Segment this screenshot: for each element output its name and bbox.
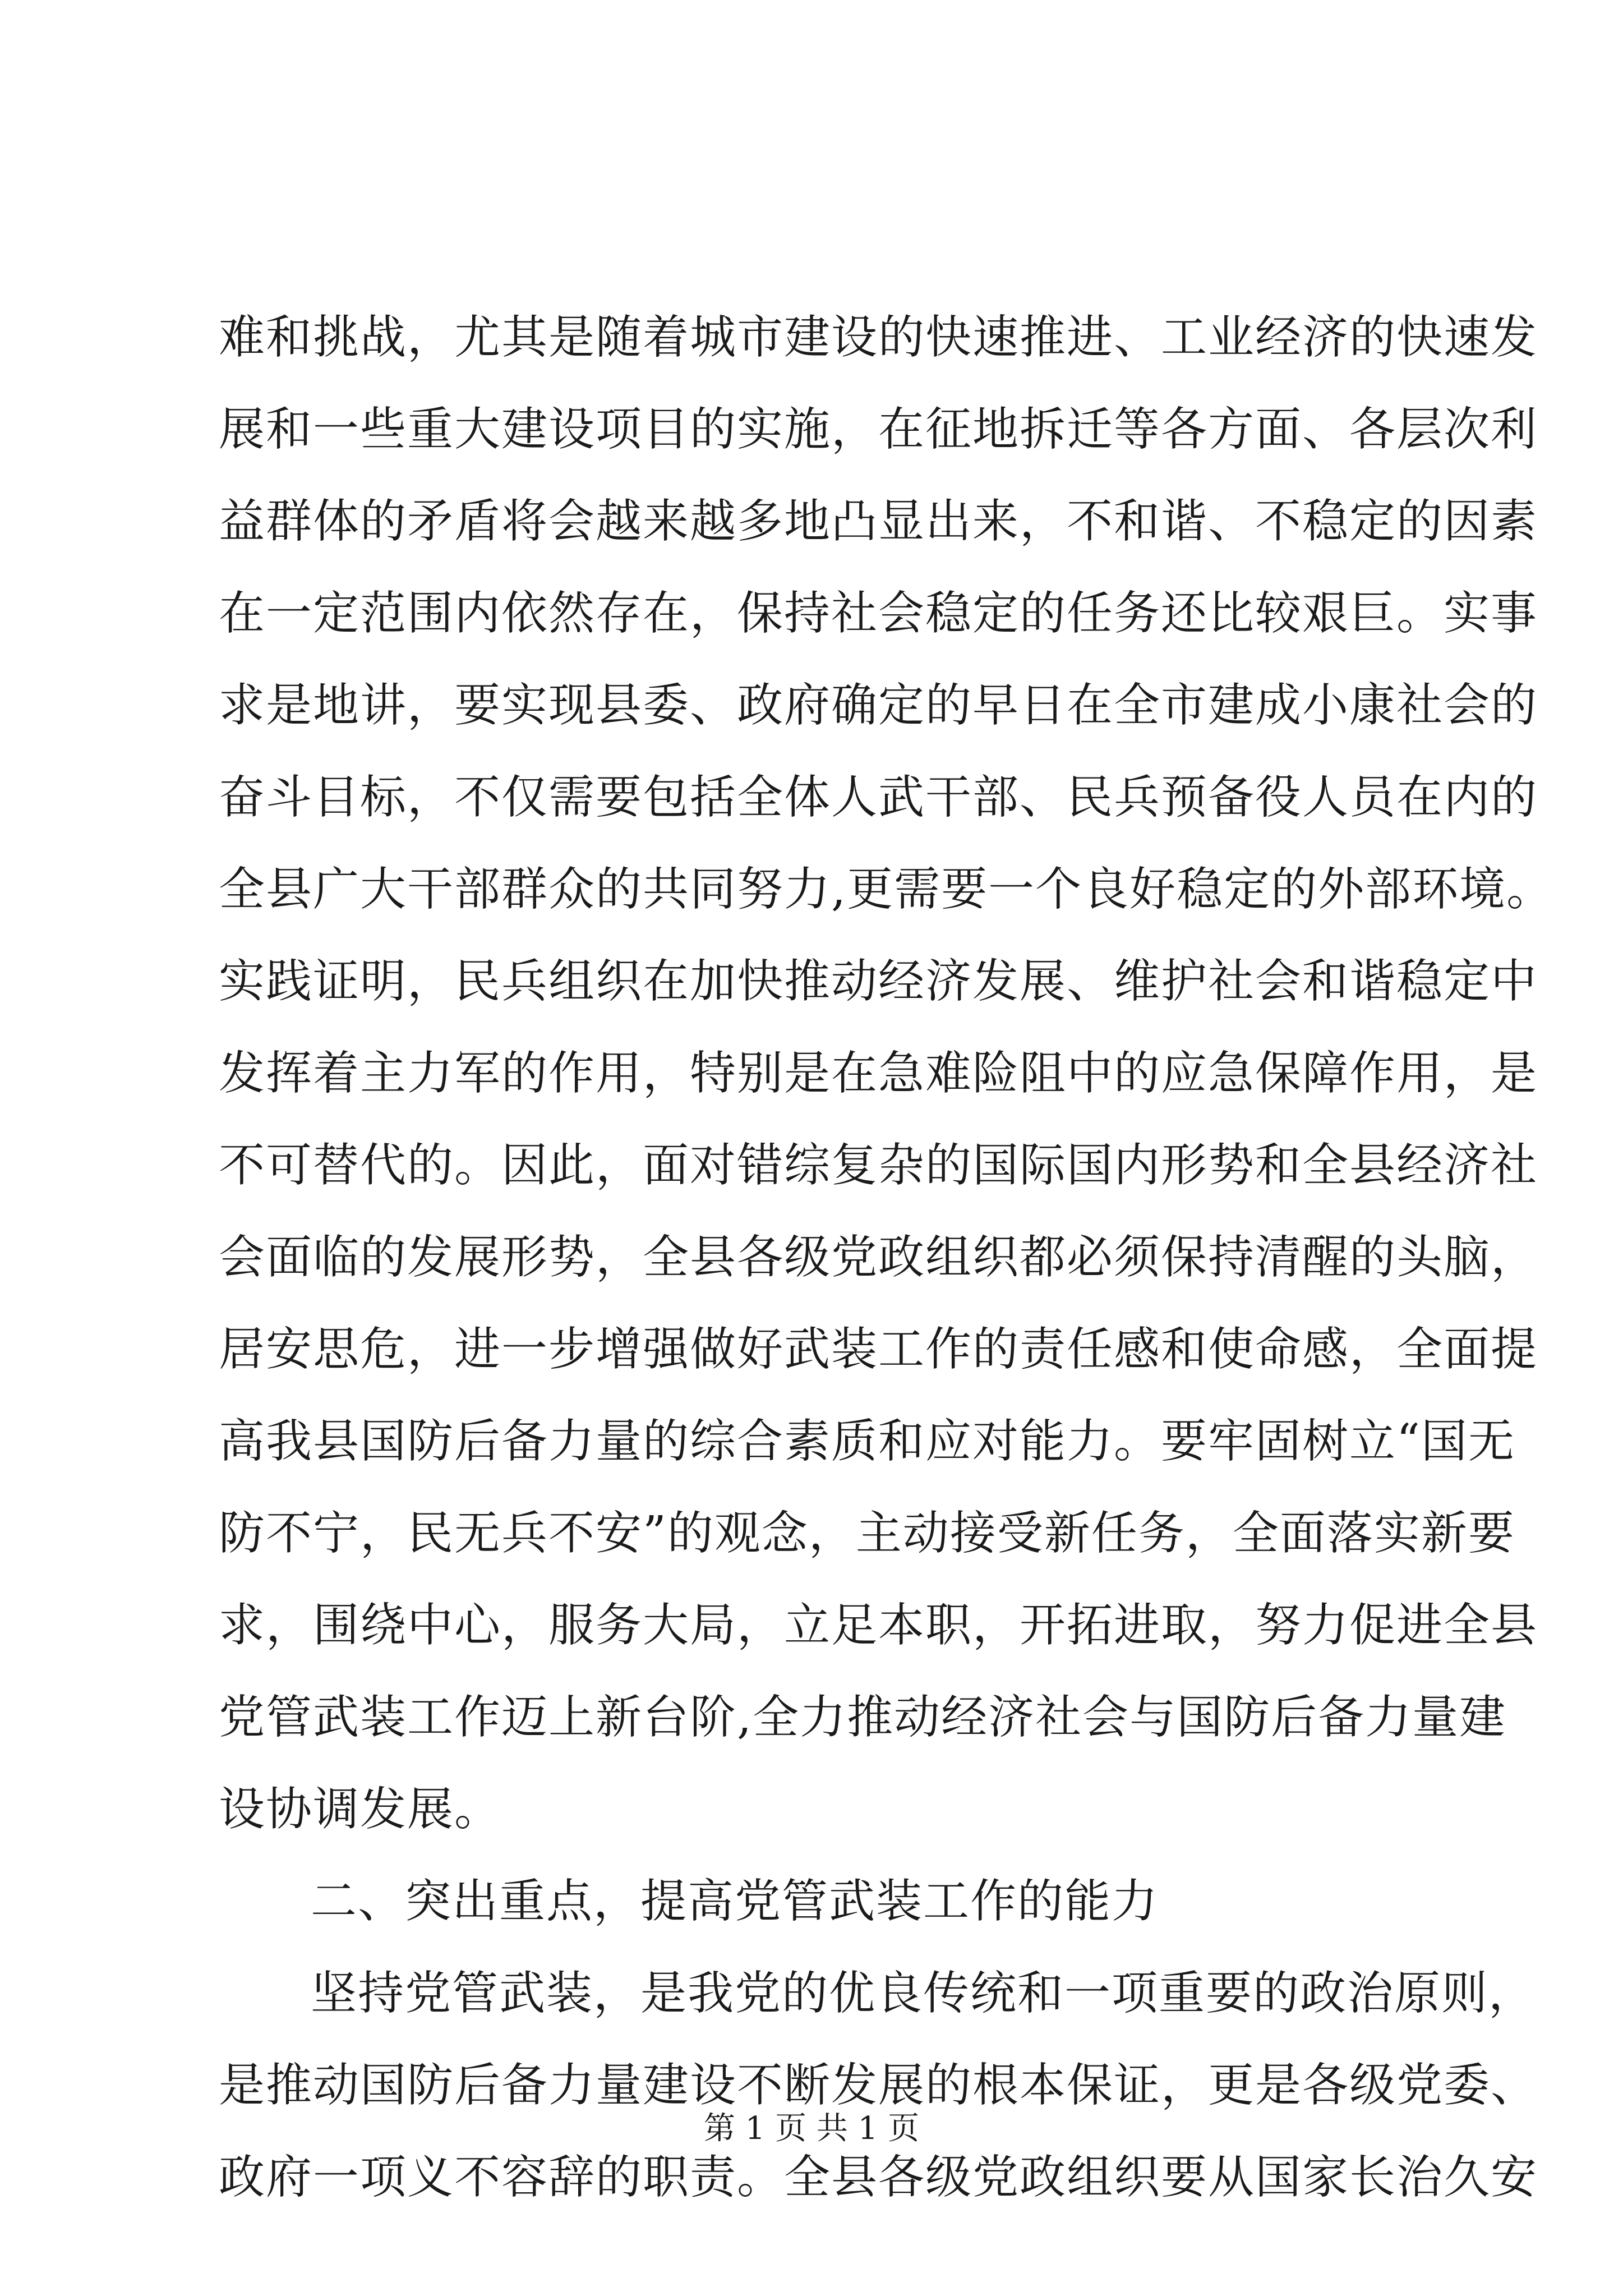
text-line: 是推动国防后备力量建设不断发展的根本保证，更是各级党委、 xyxy=(219,2059,1538,2112)
text-line: 求，围绕中心，服务大局，立足本职，开拓进取，努力促进全县 xyxy=(219,1599,1538,1652)
text-line: 全县广大干部群众的共同努力,更需要一个良好稳定的外部环境。 xyxy=(219,863,1554,916)
text-line: 不可替代的。因此，面对错综复杂的国际国内形势和全县经济社 xyxy=(219,1139,1538,1192)
text-line: 益群体的矛盾将会越来越多地凸显出来，不和谐、不稳定的因素 xyxy=(219,495,1538,548)
text-line: 难和挑战，尤其是随着城市建设的快速推进、工业经济的快速发 xyxy=(219,311,1538,364)
text-line: 会面临的发展形势，全县各级党政组织都必须保持清醒的头脑， xyxy=(219,1231,1538,1284)
text-line: 在一定范围内依然存在，保持社会稳定的任务还比较艰巨。实事 xyxy=(219,587,1538,640)
text-line: 防不宁，民无兵不安”的观念，主动接受新任务，全面落实新要 xyxy=(219,1507,1515,1560)
page-footer: 第 1 页 共 1 页 xyxy=(703,2110,920,2147)
section-heading: 二、突出重点，提高党管武装工作的能力 xyxy=(311,1875,1159,1928)
text-line: 居安思危，进一步增强做好武装工作的责任感和使命感，全面提 xyxy=(219,1323,1538,1376)
text-line: 政府一项义不容辞的职责。全县各级党政组织要从国家长治久安 xyxy=(219,2151,1538,2204)
text-line: 设协调发展。 xyxy=(219,1783,502,1836)
text-line: 奋斗目标，不仅需要包括全体人武干部、民兵预备役人员在内的 xyxy=(219,771,1538,824)
text-line: 坚持党管武装，是我党的优良传统和一项重要的政治原则， xyxy=(311,1967,1536,2020)
text-line: 求是地讲，要实现县委、政府确定的早日在全市建成小康社会的 xyxy=(219,679,1538,732)
text-line: 高我县国防后备力量的综合素质和应对能力。要牢固树立“国无 xyxy=(219,1415,1515,1468)
text-line: 展和一些重大建设项目的实施，在征地拆迁等各方面、各层次利 xyxy=(219,403,1538,456)
text-line: 发挥着主力军的作用，特别是在急难险阻中的应急保障作用，是 xyxy=(219,1047,1538,1100)
body-text xyxy=(219,292,1554,2224)
text-line: 实践证明，民兵组织在加快推动经济发展、维护社会和谐稳定中 xyxy=(219,955,1538,1008)
text-line: 党管武装工作迈上新台阶,全力推动经济社会与国防后备力量建 xyxy=(219,1691,1507,1744)
